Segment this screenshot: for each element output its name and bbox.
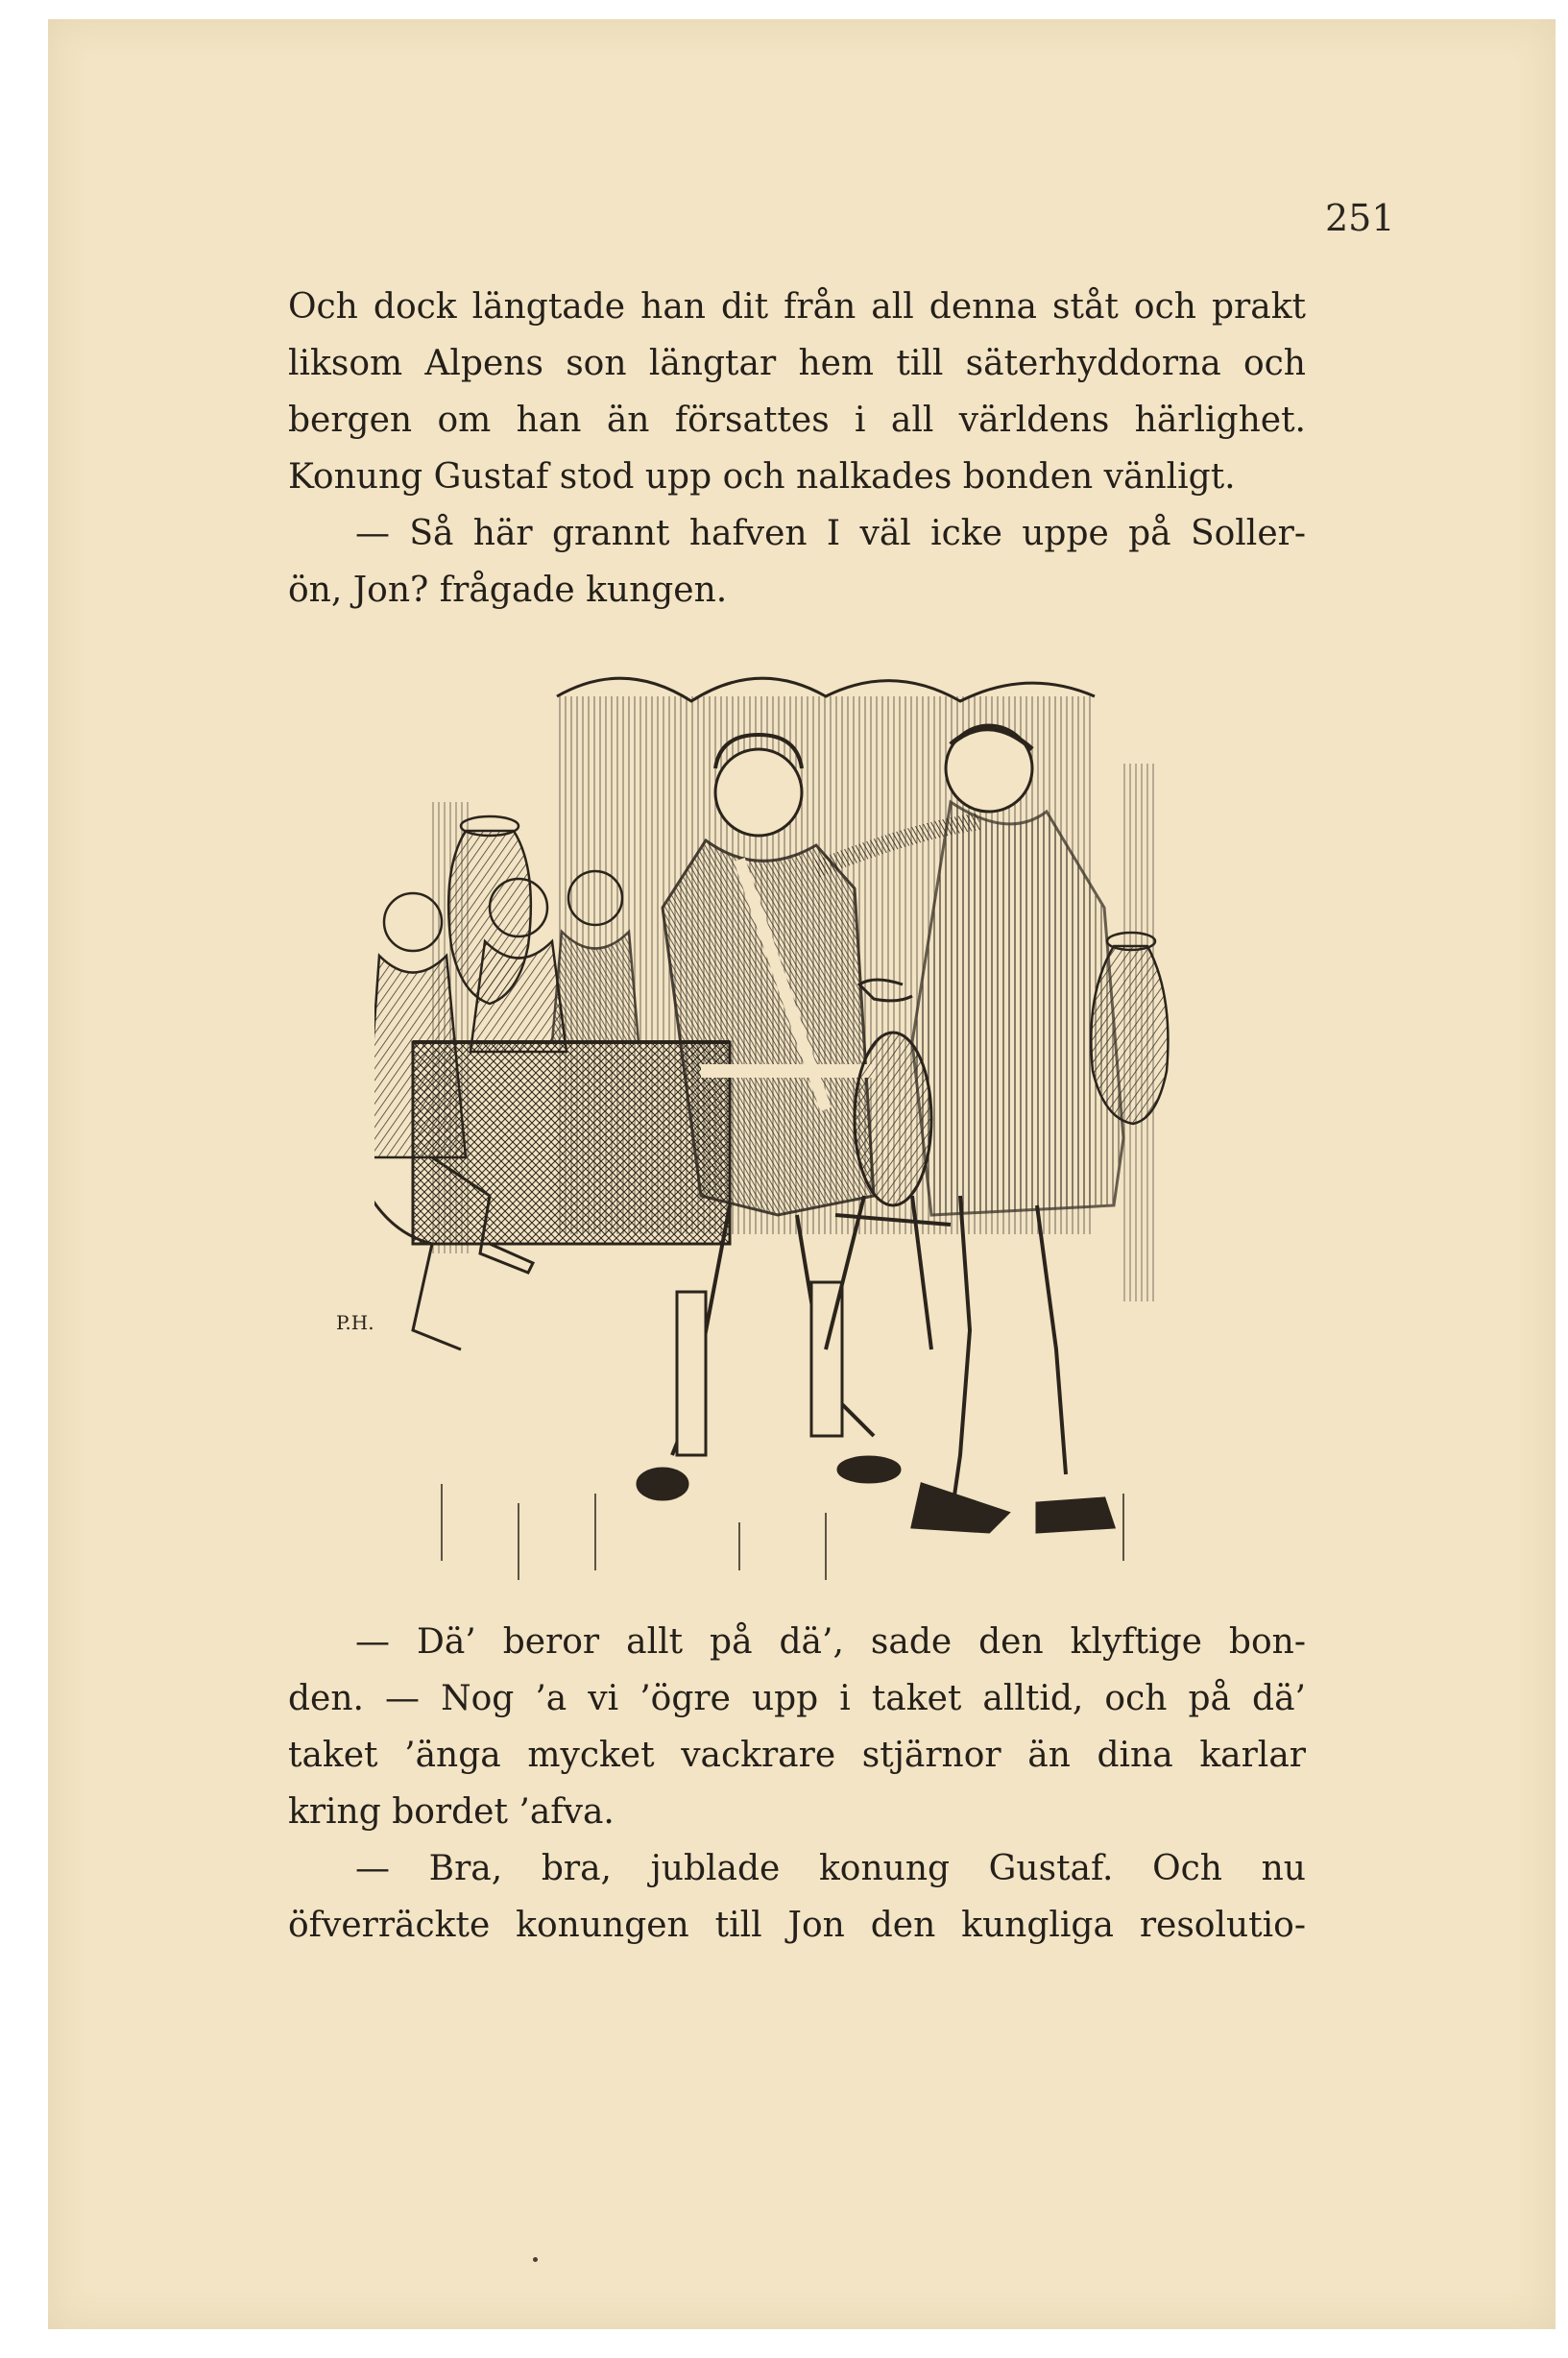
text-line: — Bra, bra, jublade konung Gustaf. Och nu — [355, 1849, 1306, 1888]
text-line: Och dock längtade han dit från all denna ståt och prakt — [288, 287, 1306, 327]
top-text-block — [288, 279, 1306, 619]
text-line: den. — Nog ’a vi ’ögre upp i taket alltid, och på dä’ — [288, 1679, 1306, 1718]
illustrator-signature: P.H. — [336, 1311, 374, 1334]
text-line: kring bordet ’afva. — [288, 1792, 615, 1832]
text-line: Konung Gustaf stod upp och nalkades bonden vänligt. — [288, 457, 1236, 497]
paper-speck — [533, 2257, 538, 2262]
bottom-text-block — [288, 1614, 1306, 1954]
text-line: ön, Jon? frågade kungen. — [288, 571, 728, 610]
text-line: liksom Alpens son längtar hem till säterhyddorna och — [288, 344, 1306, 383]
page-number: 251 — [1325, 197, 1395, 239]
book-page — [48, 19, 1556, 2329]
engraving-illustration — [336, 658, 1229, 1580]
floor-shading — [442, 1484, 1123, 1580]
text-line: — Dä’ beror allt på dä’, sade den klyftige bon- — [355, 1622, 1306, 1662]
text-line: — Så här grannt hafven I väl icke uppe på Soller- — [355, 514, 1306, 553]
text-line: bergen om han än försattes i all världens härlighet. — [288, 401, 1306, 440]
court-scene-drawing — [374, 658, 1229, 1580]
text-line: taket ’änga mycket vackrare stjärnor än dina karlar — [288, 1736, 1306, 1775]
text-line: öfverräckte konungen till Jon den kungliga resolutio- — [288, 1906, 1306, 1945]
